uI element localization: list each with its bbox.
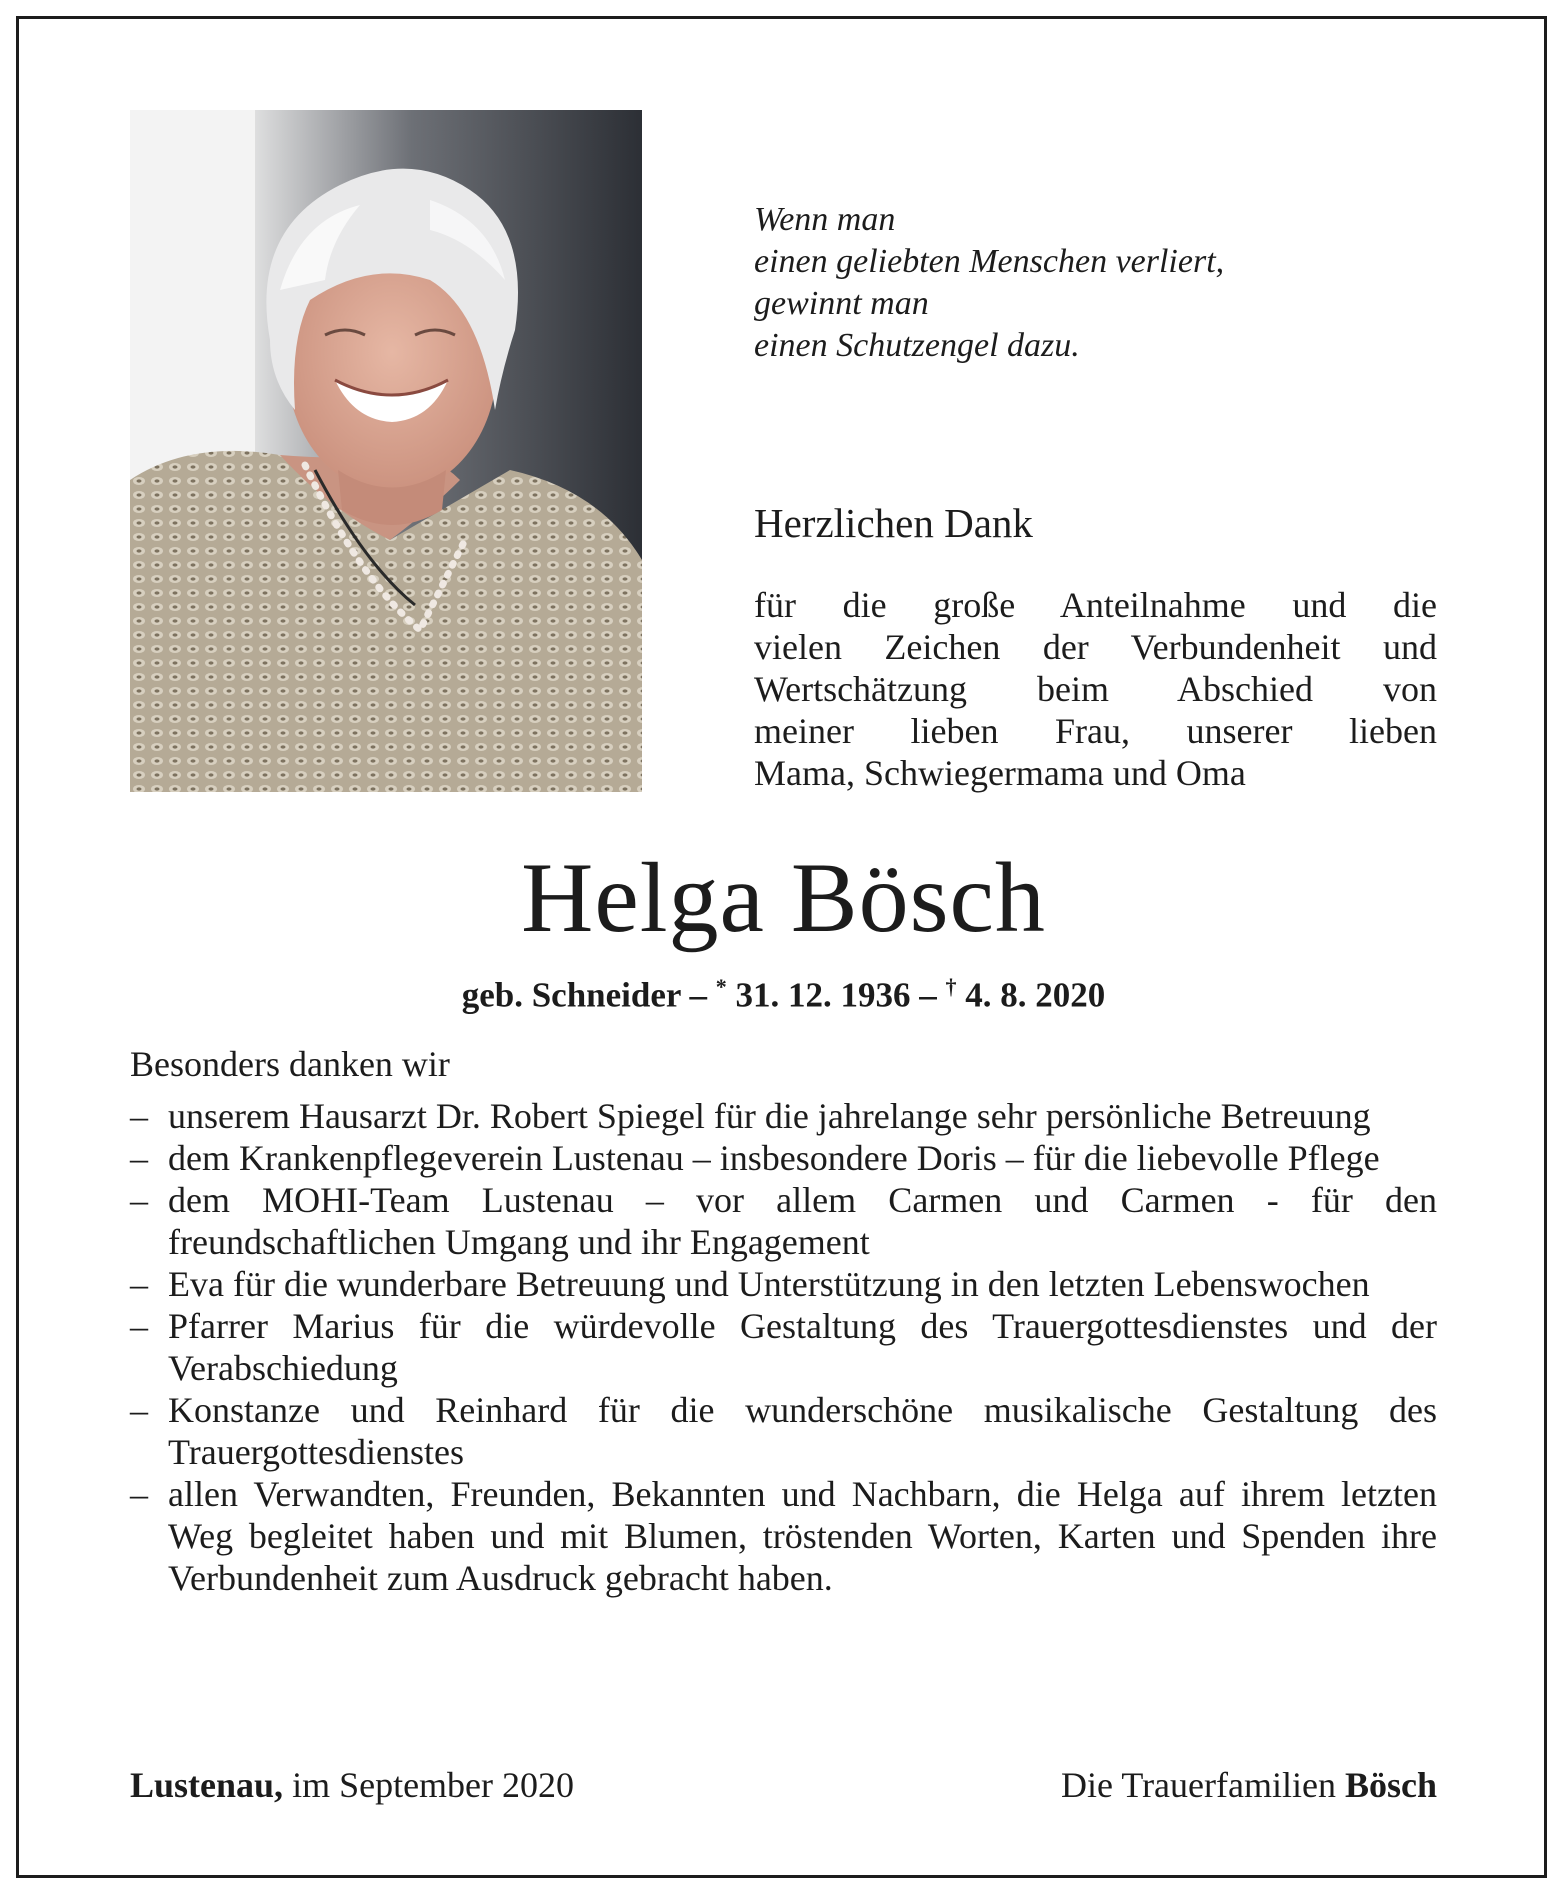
portrait-photo: [130, 110, 642, 792]
list-dash: –: [130, 1306, 148, 1346]
life-dates: [0, 965, 1567, 1018]
list-item-text: Konstanze und Reinhard für die wunderschöne musikalische Gestaltung des Trauergottesdienstes: [168, 1390, 1437, 1472]
death-date: 4. 8. 2020: [965, 975, 1106, 1015]
list-item: [130, 1095, 1437, 1137]
quote-line: Wenn man: [754, 201, 896, 238]
footer-date: im September 2020: [292, 1765, 575, 1805]
footer-family-name: Bösch: [1344, 1765, 1437, 1805]
quote-line: einen Schutzengel dazu.: [754, 327, 1080, 364]
list-item: [130, 1263, 1437, 1305]
list-item: [130, 1473, 1437, 1599]
maiden-name: geb. Schneider: [461, 975, 681, 1015]
thanks-line: Mama, Schwiegermama und Oma: [754, 753, 1246, 793]
list-dash: –: [130, 1264, 148, 1304]
portrait-illustration: [130, 110, 642, 792]
deceased-name: Helga Bösch: [521, 842, 1046, 953]
separator: –: [919, 975, 937, 1015]
separator: –: [689, 975, 708, 1015]
footer-family-prefix: Die Trauerfamilien: [1061, 1765, 1336, 1805]
quote-line: gewinnt man: [754, 285, 929, 322]
thanks-line: Wertschätzung beim Abschied von: [754, 669, 1437, 709]
list-dash: –: [130, 1180, 148, 1220]
death-symbol: †: [945, 974, 957, 999]
thanks-line: meiner lieben Frau, unserer lieben: [754, 711, 1437, 751]
birth-symbol: *: [715, 974, 727, 999]
list-item-text: Pfarrer Marius für die würdevolle Gestaltung des Trauergottesdienstes und der Verabschiedung: [168, 1306, 1437, 1388]
acknowledgements-intro: Besonders danken wir: [130, 1044, 450, 1084]
list-item: [130, 1179, 1437, 1263]
thanks-line: für die große Anteilnahme und die: [754, 585, 1437, 625]
list-item-text: dem MOHI-Team Lustenau – vor allem Carmen und Carmen - für den freundschaftlichen Umgang und ihr Engagement: [168, 1180, 1437, 1262]
list-item: [130, 1137, 1437, 1179]
quote-line: einen geliebten Menschen verliert,: [754, 243, 1225, 280]
list-dash: –: [130, 1390, 148, 1430]
memorial-quote: [754, 199, 1474, 367]
thanks-line: vielen Zeichen der Verbundenheit und: [754, 627, 1437, 667]
footer-signature: [1061, 1763, 1437, 1807]
list-item-text: allen Verwandten, Freunden, Bekannten und Nachbarn, die Helga auf ihrem letzten Weg begleitet haben und mit Blumen, tröstenden Worten, Karten und Spenden ihre Verbundenheit zum Ausdruck gebracht haben.: [168, 1474, 1437, 1598]
birth-date: 31. 12. 1936: [735, 975, 911, 1015]
footer-place: Lustenau,: [130, 1765, 284, 1805]
footer-place-date: [130, 1763, 574, 1807]
acknowledgements-list: [130, 1095, 1437, 1599]
list-item-text: Eva für die wunderbare Betreuung und Unterstützung in den letzten Lebenswochen: [168, 1264, 1370, 1304]
list-dash: –: [130, 1474, 148, 1514]
list-dash: –: [130, 1138, 148, 1178]
thanks-text: [754, 584, 1437, 794]
list-item: [130, 1389, 1437, 1473]
list-dash: –: [130, 1096, 148, 1136]
list-item-text: dem Krankenpflegeverein Lustenau – insbesondere Doris – für die liebevolle Pflege: [168, 1138, 1380, 1178]
list-item-text: unserem Hausarzt Dr. Robert Spiegel für die jahrelange sehr persönliche Betreuung: [168, 1096, 1371, 1136]
list-item: [130, 1305, 1437, 1389]
thanks-heading: Herzlichen Dank: [754, 500, 1033, 546]
